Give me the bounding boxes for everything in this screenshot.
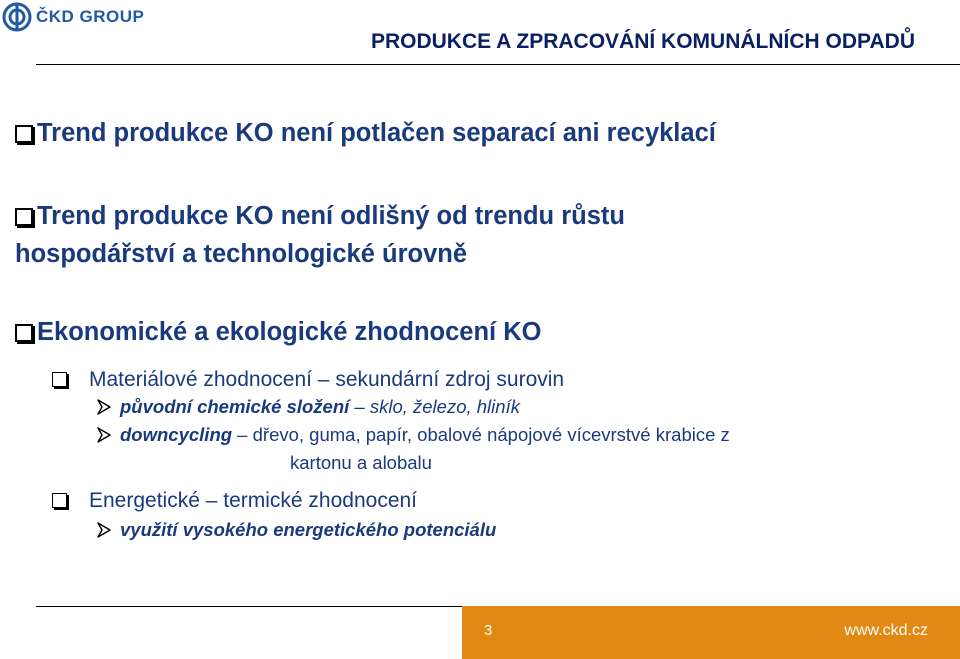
company-logo bbox=[2, 2, 144, 32]
item-term: původní chemické složení bbox=[120, 396, 350, 417]
item-detail: – sklo, železo, hliník bbox=[349, 396, 520, 417]
checkbox-bullet-icon bbox=[52, 372, 67, 387]
energy-evaluation bbox=[52, 487, 417, 515]
ckd-logo-icon bbox=[2, 2, 32, 32]
item-term: downcycling bbox=[120, 424, 233, 445]
bullet-trend-separation bbox=[15, 114, 716, 152]
item-term: využití vysokého energetického potenciálu bbox=[120, 519, 497, 540]
checkbox-bullet-icon bbox=[15, 324, 33, 342]
arrow-bullet-icon bbox=[96, 427, 120, 443]
item-detail: – dřevo, guma, papír, obalové nápojové vícevrstvé krabice z bbox=[232, 424, 730, 445]
page-title: PRODUKCE A ZPRACOVÁNÍ KOMUNÁLNÍCH ODPADŮ bbox=[370, 30, 915, 53]
bullet-text: Trend produkce KO není odlišný od trendu růstu bbox=[37, 202, 625, 230]
page-number: 3 bbox=[484, 622, 493, 639]
arrow-bullet-icon bbox=[96, 399, 120, 415]
bullet-evaluation bbox=[15, 313, 541, 351]
material-label: Materiálové zhodnocení – sekundární zdroj surovin bbox=[89, 368, 565, 391]
material-item-downcycling bbox=[96, 421, 730, 449]
energy-label: Energetické – termické zhodnocení bbox=[89, 489, 418, 512]
material-evaluation bbox=[52, 366, 564, 394]
bullet-text: Ekonomické a ekologické zhodnocení KO bbox=[37, 318, 542, 346]
checkbox-bullet-icon bbox=[15, 125, 33, 143]
energy-item-potential bbox=[96, 516, 496, 544]
bullet-trend-growth bbox=[15, 197, 625, 273]
bullet-text: Trend produkce KO není potlačen separací ani recyklací bbox=[37, 119, 716, 147]
arrow-bullet-icon bbox=[96, 522, 120, 538]
header-divider bbox=[36, 64, 960, 65]
material-item-downcycling-continuation: kartonu a alobalu bbox=[290, 452, 432, 473]
checkbox-bullet-icon bbox=[15, 208, 33, 226]
material-item-chemical bbox=[96, 393, 520, 421]
website-link[interactable]: www.ckd.cz bbox=[844, 622, 928, 639]
logo-text: ČKD GROUP bbox=[36, 7, 145, 26]
checkbox-bullet-icon bbox=[52, 493, 67, 508]
bullet-text-continuation: hospodářství a technologické úrovně bbox=[15, 240, 468, 268]
